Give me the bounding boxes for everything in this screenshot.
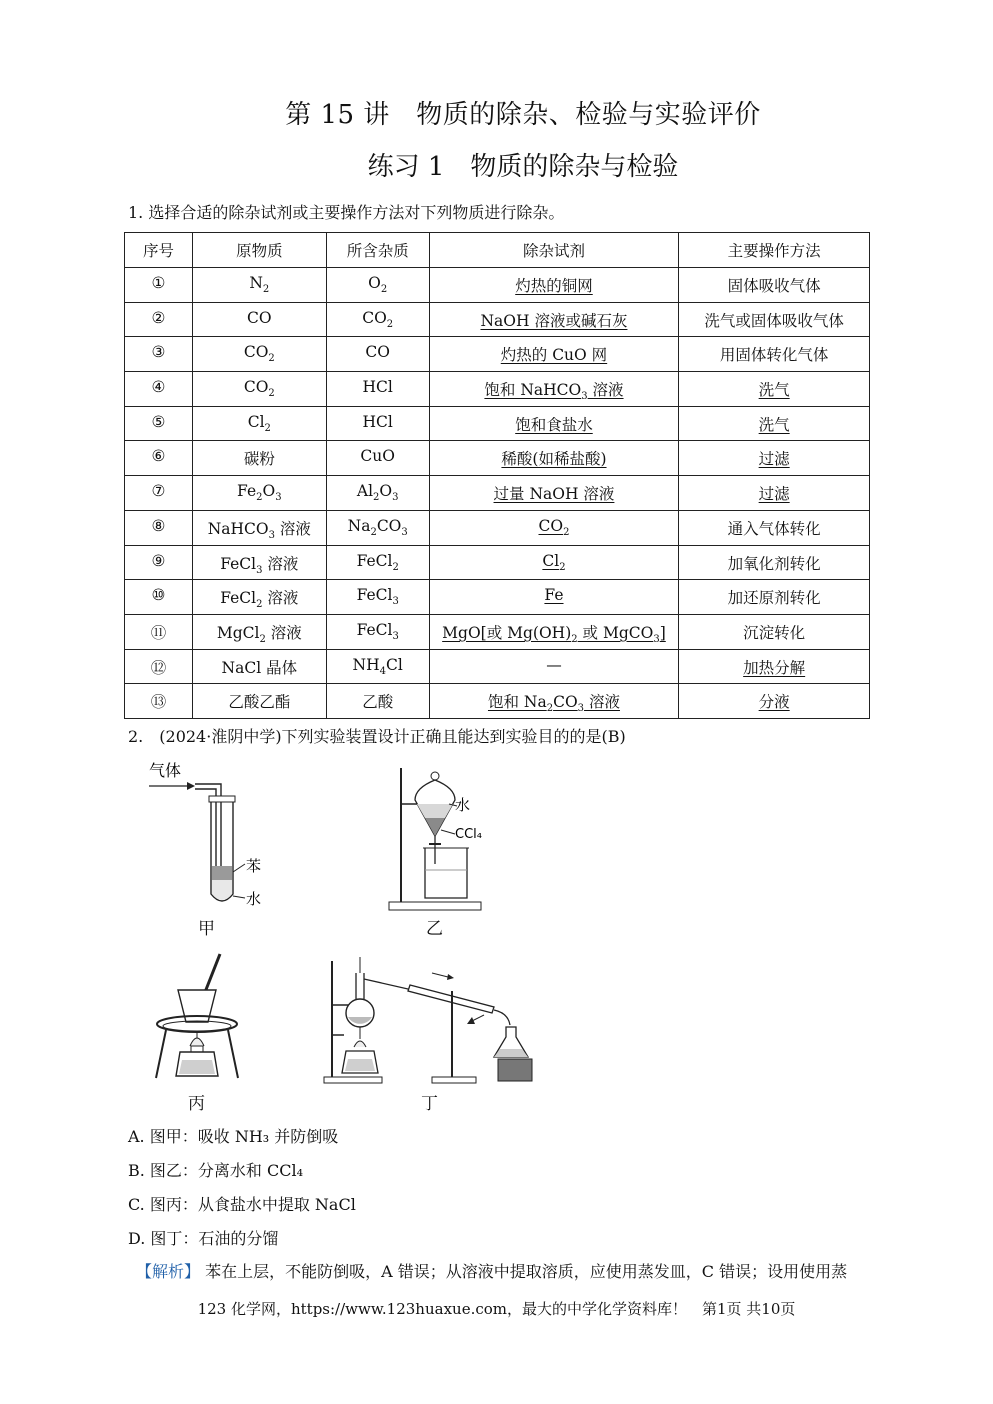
row-method: 洗气 [679,406,870,441]
water-label: 水 [246,890,262,908]
row-substance: MgCl$_2$ 溶液 [192,614,326,649]
option-c: C. 图丙：从食盐水中提取 NaCl [128,1195,356,1214]
row-impurity: $NH_4Cl$ [326,649,429,684]
row-index: ⑥ [125,441,193,476]
funnel-stopper [431,772,439,780]
row-method: 加氧化剂转化 [679,545,870,580]
row-reagent: $CO_2$ [429,510,679,545]
option-b: B. 图乙：分离水和 CCl₄ [128,1161,304,1180]
ccl4-label: CCl₄ [455,827,482,842]
row-substance: NaCl 晶体 [192,649,326,684]
table-row [125,614,870,649]
table-row [125,337,870,372]
row-reagent: Fe [429,580,679,615]
row-method: 洗气或固体吸收气体 [679,302,870,337]
row-impurity: $O_2$ [326,268,429,303]
row-index: ⑤ [125,406,193,441]
row-substance: FeCl$_2$ 溶液 [192,580,326,615]
ice-block [498,1059,532,1081]
question-2-prompt: 2. (2024·淮阴中学)下列实验装置设计正确且能达到实验目的的是(B) [128,727,626,746]
row-index: ⑧ [125,510,193,545]
gas-arrowhead [187,782,195,790]
water-layer [212,880,232,900]
row-substance: FeCl$_3$ 溶液 [192,545,326,580]
table-row [125,302,870,337]
analysis-paragraph [136,1259,847,1282]
table-row [125,510,870,545]
table-row [125,580,870,615]
tripod-leg [156,1030,166,1078]
row-substance: $CO_2$ [192,337,326,372]
analysis-tag: 【解析】 [136,1262,201,1281]
figure-jia-label: 甲 [198,919,215,939]
row-index: ① [125,268,193,303]
page-footer: 123 化学网，https://www.123huaxue.com，最大的中学化学资料库！ 第1页 共10页 [197,1300,796,1318]
row-reagent: — [429,649,679,684]
row-impurity: HCl [326,372,429,407]
row-method: 加还原剂转化 [679,580,870,615]
row-method: 用固体转化气体 [679,337,870,372]
row-reagent: $Cl_2$ [429,545,679,580]
row-impurity: CO [326,337,429,372]
table-row [125,372,870,407]
row-substance: 碳粉 [192,441,326,476]
figure-jia-apparatus [145,758,275,918]
stand-base [389,902,481,910]
figure-yi-label: 乙 [426,919,443,939]
row-method: 分液 [679,684,870,719]
option-a: A. 图甲：吸收 NH₃ 并防倒吸 [128,1127,339,1146]
row-impurity: FeCl$_3$ [326,580,429,615]
figure-ding-label: 丁 [421,1094,438,1114]
row-method: 通入气体转化 [679,510,870,545]
row-impurity: $Al_2O_3$ [326,476,429,511]
page-title: 第 15 讲 物质的除杂、检验与实验评价 [285,100,761,130]
row-substance: $Cl_2$ [192,406,326,441]
gas-label: 气体 [149,761,182,780]
figure-bing-label: 丙 [188,1094,205,1114]
row-index: ⑩ [125,580,193,615]
flame [190,1038,204,1046]
row-substance: $CO_2$ [192,372,326,407]
row-substance: NaHCO$_3$ 溶液 [192,510,326,545]
figure-ding-apparatus [322,955,537,1085]
table-row [125,441,870,476]
row-index: ⑬ [125,684,193,719]
header-method: 主要操作方法 [679,233,870,268]
row-impurity: HCl [326,406,429,441]
row-method: 洗气 [679,372,870,407]
row-index: ⑫ [125,649,193,684]
option-d: D. 图丁：石油的分馏 [128,1229,279,1248]
row-impurity: $Na_2CO_3$ [326,510,429,545]
header-impurity: 所含杂质 [326,233,429,268]
row-reagent: 灼热的铜网 [429,268,679,303]
row-index: ⑨ [125,545,193,580]
row-reagent: 过量 NaOH 溶液 [429,476,679,511]
row-substance: CO [192,302,326,337]
row-reagent: 饱和 NaHCO$_3$ 溶液 [429,372,679,407]
row-reagent: 稀酸(如稀盐酸) [429,441,679,476]
header-reagent: 除杂试剂 [429,233,679,268]
row-reagent: 灼热的 CuO 网 [429,337,679,372]
table-row [125,476,870,511]
impurity-removal-table [124,232,870,719]
table-row [125,649,870,684]
row-impurity: CuO [326,441,429,476]
table-row [125,545,870,580]
row-impurity: FeCl$_3$ [326,614,429,649]
beaker [425,848,467,898]
row-impurity: FeCl$_2$ [326,545,429,580]
row-impurity: $CO_2$ [326,302,429,337]
row-reagent: 饱和食盐水 [429,406,679,441]
row-impurity: 乙酸 [326,684,429,719]
water-label-2: 水 [455,796,471,814]
table-header-row [125,233,870,268]
row-method: 固体吸收气体 [679,268,870,303]
row-reagent: NaOH 溶液或碱石灰 [429,302,679,337]
row-method: 沉淀转化 [679,614,870,649]
table-row [125,268,870,303]
row-reagent: 饱和 $Na_2CO_3$ 溶液 [429,684,679,719]
row-substance: $N_2$ [192,268,326,303]
analysis-text: 苯在上层，不能防倒吸，A 错误；从溶液中提取溶质，应使用蒸发皿，C 错误；设用使用蒸 [200,1262,848,1281]
row-reagent: MgO[或 $Mg(OH)_2$ 或 MgCO$_3$] [429,614,679,649]
figure-bing-apparatus [150,950,245,1085]
row-substance: $Fe_2O_3$ [192,476,326,511]
page-subtitle: 练习 1 物质的除杂与检验 [367,152,679,182]
row-index: ④ [125,372,193,407]
row-substance: 乙酸乙酯 [192,684,326,719]
table-row [125,684,870,719]
table-row [125,406,870,441]
row-index: ③ [125,337,193,372]
question-1-prompt: 1. 选择合适的除杂试剂或主要操作方法对下列物质进行除杂。 [128,203,565,222]
benzene-layer [212,866,232,880]
row-index: ⑦ [125,476,193,511]
stopper [209,796,235,802]
header-substance: 原物质 [192,233,326,268]
header-index: 序号 [125,233,193,268]
row-method: 加热分解 [679,649,870,684]
figure-yi-apparatus [385,764,505,914]
row-index: ⑪ [125,614,193,649]
row-method: 过滤 [679,441,870,476]
row-method: 过滤 [679,476,870,511]
row-index: ② [125,302,193,337]
benzene-label: 苯 [246,857,262,875]
